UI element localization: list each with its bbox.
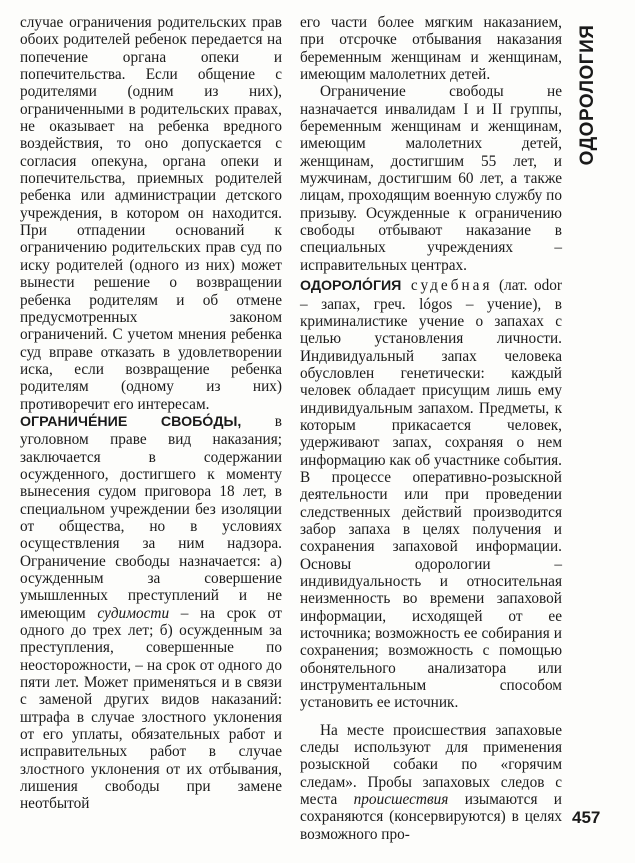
page-number: 457 [572, 808, 601, 827]
paragraph-text: На месте происшествия запаховые следы используют для применения розыскной собаки по «горячим следам». Пробы запаховых следов с места [300, 721, 562, 809]
entry-term: ОГРАНИЧЕ́НИЕ СВОБО́ДЫ, [20, 413, 242, 430]
paragraph-text: Ограничение свободы не назначается инвалидам I и II группы, беременным женщинам и женщинам, имеющим малолетних детей, женщинам, достигшим 55 лет, и мужчинам, достигшим 60 лет, а также лицам, проходящим военную службу по призыву. Осужденные к ограничению свободы отбывают наказание в специальных учреждениях – исправительных центрах. [300, 83, 562, 274]
paragraph-text-continued: изымаются и сохраняются (консервируются) в целях возможного про- [300, 791, 562, 843]
paragraph-exemptions [300, 83, 562, 274]
cross-reference: судимости [97, 604, 170, 622]
paragraph-scent-traces [300, 722, 562, 843]
entry-text: (лат. odor – запах, греч. lógos – учение), в криминалистике учение о запахах с целью установления личности. Индивидуальный запах человека обусловлен генетически: каждый человек обладает присущим лишь ему индивидуальным запахом. Предметы, к которым прикасается человек, удерживают запах, сохраняя о нем информацию как об участнике события. В процессе оперативно-розыскной деятельности или при проведении следственных действий производится забор запаха в целях получения и сохранения запаховой информации. Основы одорологии – индивидуальность и относительная неизменность во времени запаховой информации, исходящей от ее источника; возможность ее собирания и сохранения; возможность с помощью обонятельного анализатора или инструментальным способом установить ее источник. [300, 277, 562, 712]
entry-restriction-of-liberty [20, 413, 282, 813]
cross-reference: происшествия [353, 791, 449, 809]
running-head [563, 20, 613, 170]
entry-text: в уголовном праве вид наказания; заключается в содержании осужденного, достигшего к моменту вынесения судом приговора 18 лет, в специальном учреждении без изоляции от общества, но в условиях осуществления за ним надзора. Ограничение свободы назначается: а) осужденным за совершение умышленных преступлений и не имеющим [20, 412, 282, 622]
running-head-text: ОДОРОЛОГИЯ [577, 24, 598, 166]
entry-term: ОДОРОЛО́ГИЯ [300, 278, 402, 295]
right-column [300, 14, 562, 843]
entry-text-continued: – на срок от одного до трех лет; б) осужденным за преступления, совершенные по неосторожности, – на срок от одного до пяти лет. Может применяться и в связи с заменой других видов наказаний: штрафа в случае злостного уклонения от его уплаты, обязательных работ и исправительных работ в случае злостного уклонения от их отбывания, лишения свободы при замене неотбытой [20, 604, 282, 813]
paragraph-parental-rights [20, 14, 282, 413]
paragraph-text: случае ограничения родительских прав обоих родителей ребенок передается на попечение органа опеки и попечительства. Если общение с родителями (одним из них), ограниченными в родительских правах, не оказывает на ребенка вредного воздействия, то оно допускается с согласия опекуна, органа опеки и попечительства, приемных родителей ребенка или администрации детского учреждения, в котором он находится. При отпадении оснований к ограничению родительских прав суд по иску родителей (одного из них) может вынести решение о возвращении ребенка родителям и об отмене предусмотренных законом ограничений. С учетом мнения ребенка суд вправе отказать в удовлетворении иска, если возвращение ребенка родителям (одному из них) противоречит его интересам. [20, 14, 282, 413]
left-column [20, 14, 282, 813]
entry-odorology [300, 277, 562, 712]
entry-qualifier: судебная [401, 277, 493, 295]
paragraph-text: его части более мягким наказанием, при отсрочке отбывания наказания беременным женщинам и женщинам, имеющим малолетних детей. [300, 14, 562, 84]
paragraph-continuation [300, 14, 562, 83]
